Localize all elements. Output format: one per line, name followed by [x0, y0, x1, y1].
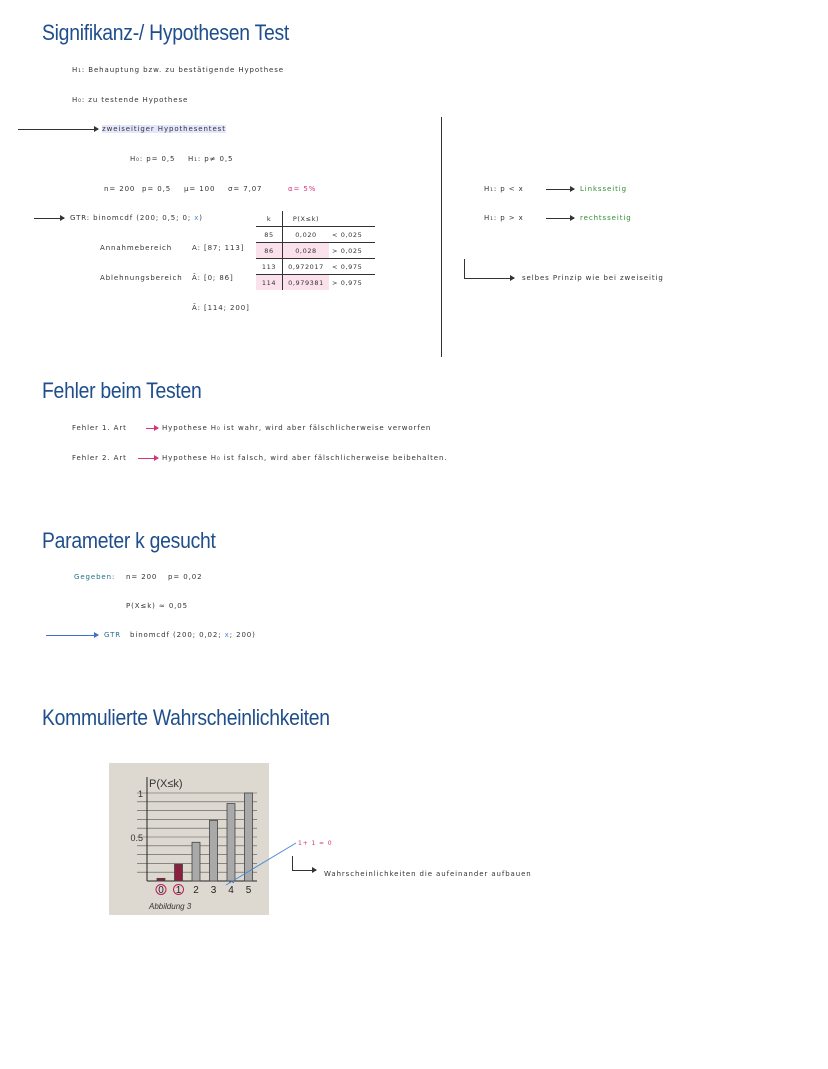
pointer-line-stroke	[226, 843, 296, 885]
chart-x-tick-label: 1	[175, 885, 182, 896]
chart-x-tick-label: 2	[193, 885, 199, 896]
rechtsseitig-label: rechtsseitig	[580, 214, 632, 222]
rechtsseitig-hypothesis: H₁: p > x	[484, 214, 524, 222]
table-header-k: k	[256, 211, 283, 227]
param-p: p= 0,5	[142, 185, 172, 193]
chart-y-tick-label: 0.5	[130, 833, 143, 843]
table-row: 85 0,020 < 0,025	[256, 227, 375, 243]
chart-x-tick-label: 3	[210, 885, 217, 896]
param-n: n= 200	[104, 185, 136, 193]
linksseitig-hypothesis: H₁: p < x	[484, 185, 524, 193]
gtr-formula: GTR: binomcdf (200; 0,5; 0; x)	[70, 214, 203, 222]
ablehnungsbereich-label: Ablehnungsbereich	[100, 274, 183, 282]
zweiseitig-label: zweiseitiger Hypothesentest	[102, 125, 226, 133]
chart-caption: Abbildung 3	[149, 902, 192, 911]
param-k-probability: P(X≤k) ≈ 0,05	[126, 602, 188, 610]
ablehnungsbereich-value-2: Ā: [114; 200]	[192, 304, 250, 312]
param-alpha: α= 5%	[288, 185, 317, 193]
linksseitig-label: Linksseitig	[580, 185, 627, 193]
h0-definition: H₀: zu testende Hypothese	[72, 96, 189, 104]
chart-y-label: P(X≤k)	[149, 778, 183, 790]
param-sigma: σ= 7,07	[228, 185, 263, 193]
gegeben-label: Gegeben:	[74, 573, 116, 581]
annahmebereich-value: A: [87; 113]	[192, 244, 245, 252]
gtr-label: GTR	[104, 631, 122, 639]
param-k-p: p= 0,02	[168, 573, 203, 581]
ablehnungsbereich-value: Ā: [0; 86]	[192, 274, 234, 282]
gtr-k-formula: binomcdf (200; 0,02; x; 200)	[130, 631, 256, 639]
hypothesis-h0: H₀: p= 0,5	[130, 155, 176, 163]
table-row: 86 0,028 > 0,025	[256, 243, 375, 259]
hypothesis-h1: H₁: p≠ 0,5	[188, 155, 234, 163]
section-title-signifikanz: Signifikanz-/ Hypothesen Test	[42, 20, 290, 45]
chart-y-tick-label: 1	[137, 789, 143, 799]
h1-definition: H₁: Behauptung bzw. zu bestätigende Hypothese	[72, 66, 284, 74]
fehler-2-label: Fehler 2. Art	[72, 454, 127, 462]
table-row: 113 0,972017 < 0,975	[256, 259, 375, 275]
annahmebereich-label: Annahmebereich	[100, 244, 173, 252]
chart-x-tick-label: 0	[158, 885, 164, 896]
fehler-2-text: Hypothese H₀ ist falsch, wird aber fälschlicherweise beibehalten.	[162, 454, 448, 462]
section-title-kommuliert: Kommulierte Wahrscheinlichkeiten	[42, 705, 330, 730]
param-mu: μ= 100	[184, 185, 216, 193]
selbes-prinzip-note: selbes Prinzip wie bei zweiseitig	[522, 274, 664, 282]
table-row: 114 0,979381 > 0,975	[256, 275, 375, 291]
table-header-p: P(X≤k)	[292, 214, 320, 223]
fehler-1-label: Fehler 1. Art	[72, 424, 127, 432]
chart-x-tick-label: 5	[245, 885, 252, 896]
fehler-1-text: Hypothese H₀ ist wahr, wird aber fälschlicherweise verworfen	[162, 424, 432, 432]
chart-x-tick-label: 4	[228, 885, 234, 896]
param-k-n: n= 200	[126, 573, 158, 581]
section-title-parameter: Parameter k gesucht	[42, 528, 216, 553]
aufeinander-description: Wahrscheinlichkeiten die aufeinander aufbauen	[324, 870, 532, 878]
section-title-fehler: Fehler beim Testen	[42, 378, 202, 403]
small-note: 1+ 1 = 0	[298, 840, 333, 847]
